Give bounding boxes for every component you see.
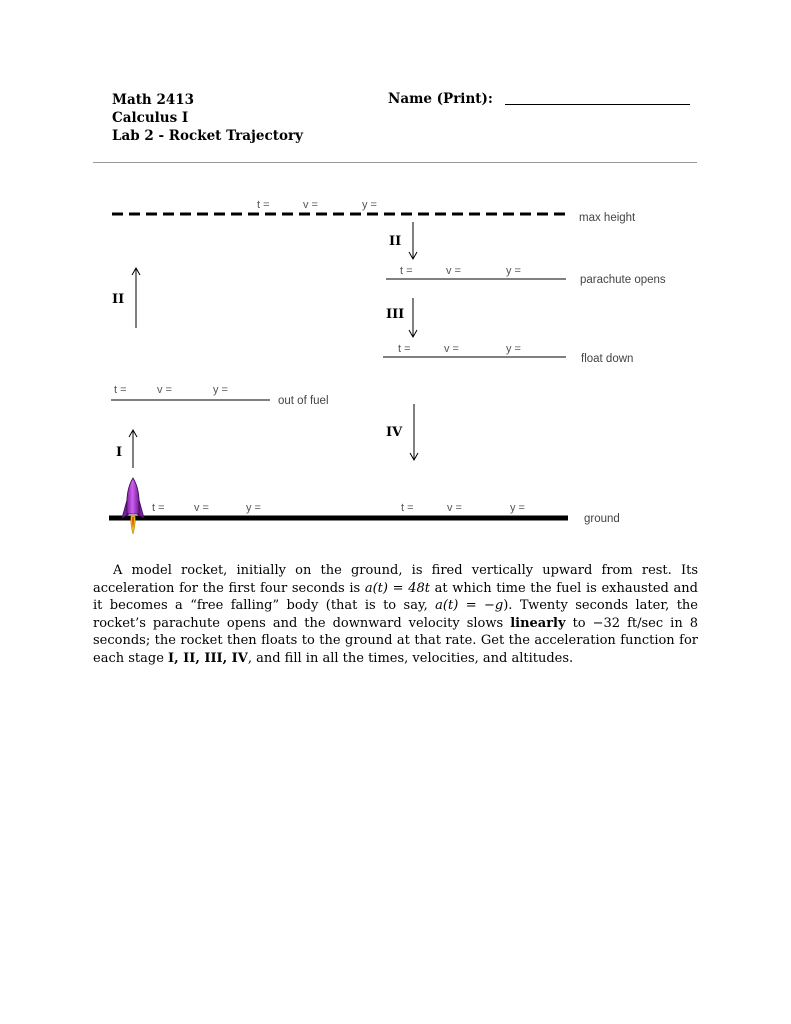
- max-height-v-field[interactable]: v =: [303, 199, 318, 211]
- parachute-v-field[interactable]: v =: [446, 265, 461, 277]
- out-of-fuel-y-field[interactable]: y =: [213, 384, 228, 396]
- stages-emphasis: I, II, III, IV: [168, 650, 248, 666]
- name-label: Name (Print):: [388, 91, 493, 107]
- stage-two-up-label: II: [112, 292, 125, 307]
- problem-statement: [93, 562, 698, 667]
- lab-title: Lab 2 - Rocket Trajectory: [112, 128, 303, 144]
- free-fall-formula: a(t) = −g: [435, 598, 504, 613]
- acceleration-formula-stage-one: a(t) = 48t: [364, 580, 430, 596]
- parachute-t-field[interactable]: t =: [400, 265, 413, 277]
- float-down-t-field[interactable]: t =: [398, 343, 411, 355]
- problem-text-2: at which time the fuel is exhausted and it becomes a “free falling” body (that is to say,: [93, 580, 698, 613]
- launch-y-field[interactable]: y =: [246, 502, 261, 514]
- course-title: Calculus I: [112, 110, 189, 126]
- float-down-y-field[interactable]: y =: [506, 343, 521, 355]
- stage-four-label: IV: [386, 425, 403, 440]
- arrow-down-stage-two-icon: [409, 222, 417, 259]
- max-height-t-field[interactable]: t =: [257, 199, 270, 211]
- arrow-down-stage-four-icon: [410, 404, 418, 460]
- stage-two-down-label: II: [389, 234, 402, 249]
- arrow-up-stage-two-icon: [132, 268, 140, 328]
- stage-three-label: III: [386, 307, 405, 322]
- max-height-y-field[interactable]: y =: [362, 199, 377, 211]
- arrow-down-stage-three-icon: [409, 298, 417, 337]
- launch-t-field[interactable]: t =: [152, 502, 165, 514]
- linearly-emphasis: linearly: [510, 615, 566, 631]
- landing-v-field[interactable]: v =: [447, 502, 462, 514]
- problem-text-5: , and fill in all the times, velocities, and altitudes.: [247, 650, 574, 666]
- problem-text-4: to −32 ft/sec in 8 seconds; the rocket then floats to the ground at that rate. Get the acceleration function for each stage: [93, 615, 698, 666]
- stage-one-label: I: [116, 445, 123, 460]
- problem-text-3: ). Twenty seconds later, the rocket’s parachute opens and the downward velocity slows: [93, 598, 698, 631]
- float-down-v-field[interactable]: v =: [444, 343, 459, 355]
- launch-v-field[interactable]: v =: [194, 502, 209, 514]
- float-down-label: float down: [581, 353, 634, 365]
- problem-text-1: A model rocket, initially on the ground, is fired vertically upward from rest. Its acceleration for the first four seconds is: [93, 563, 698, 596]
- out-of-fuel-t-field[interactable]: t =: [114, 384, 127, 396]
- rocket-icon: [122, 478, 144, 534]
- out-of-fuel-v-field[interactable]: v =: [157, 384, 172, 396]
- arrow-up-stage-one-icon: [129, 430, 137, 468]
- course-number: Math 2413: [112, 92, 195, 108]
- ground-label: ground: [584, 513, 620, 525]
- parachute-y-field[interactable]: y =: [506, 265, 521, 277]
- out-of-fuel-label: out of fuel: [278, 395, 329, 407]
- max-height-label: max height: [579, 212, 636, 224]
- parachute-opens-label: parachute opens: [580, 274, 666, 286]
- landing-t-field[interactable]: t =: [401, 502, 414, 514]
- landing-y-field[interactable]: y =: [510, 502, 525, 514]
